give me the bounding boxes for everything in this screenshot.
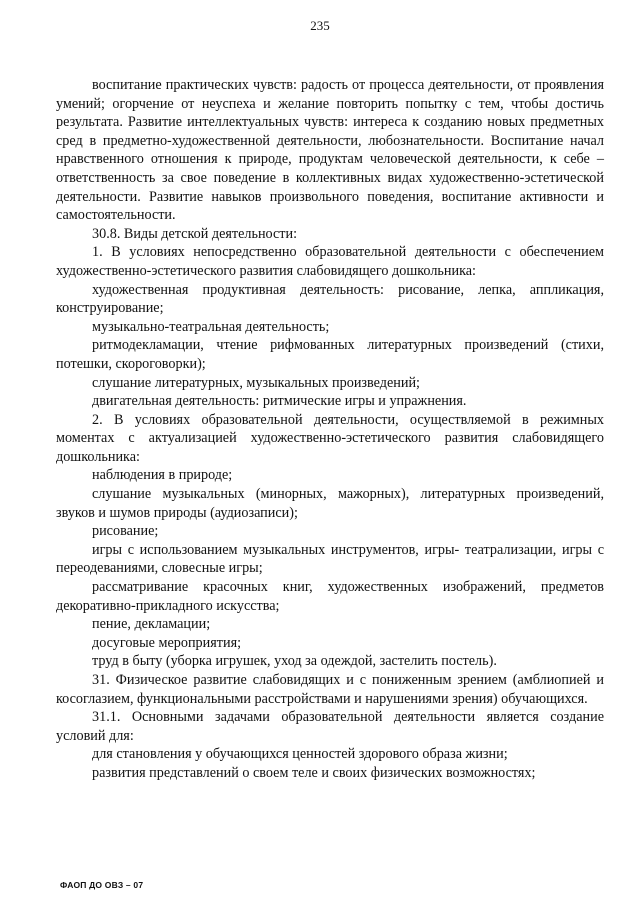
- paragraph: слушание литературных, музыкальных произведений;: [92, 374, 420, 391]
- paragraph: ритмодекламации, чтение рифмованных литературных произведений (стихи, потешки, скороговорки);: [56, 337, 604, 372]
- paragraph: рассматривание красочных книг, художественных изображений, предметов декоративно-прикладного искусства;: [56, 579, 604, 614]
- paragraph: для становления у обучающихся ценностей здорового образа жизни;: [92, 746, 508, 763]
- paragraph: наблюдения в природе;: [92, 467, 233, 484]
- paragraph: труд в быту (уборка игрушек, уход за одеждой, застелить постель).: [92, 653, 497, 670]
- paragraph: развития представлений о своем теле и своих физических возможностях;: [92, 764, 536, 781]
- paragraph: музыкально-театральная деятельность;: [92, 318, 330, 335]
- paragraph: рисование;: [92, 523, 159, 540]
- paragraph: 2. В условиях образовательной деятельности, осуществляемой в режимных моментах с актуализацией художественно-эстетического развития слабовидящего дошкольника:: [56, 411, 604, 465]
- paragraph: двигательная деятельность: ритмические игры и упражнения.: [92, 393, 467, 410]
- paragraph: воспитание практических чувств: радость от процесса деятельности, от проявления умений; огорчение от неуспеха и желание повторить попытку с тем, чтобы достичь результата. Развитие интеллектуальных чувств: интереса к созданию новых предметных сред в предметно-художественной деятельности, любознательности. Воспитание начал нравственного отношения к природе, продуктам человеческой деятельности, к себе – ответственность за свое поведение в коллективных видах художественно-эстетической деятельности. Развитие навыков произвольного поведения, воспитание активности и самостоятельности.: [56, 77, 604, 224]
- footer-doc-code: ФАОП ДО ОВЗ – 07: [60, 880, 144, 890]
- paragraph: художественная продуктивная деятельность: рисование, лепка, аппликация, конструирование;: [56, 281, 604, 317]
- paragraph: досуговые мероприятия;: [92, 634, 242, 651]
- paragraph: 30.8. Виды детской деятельности:: [92, 225, 298, 242]
- page-number: 235: [310, 18, 330, 33]
- document-body: [56, 76, 604, 783]
- paragraph: 1. В условиях непосредственно образовательной деятельности с обеспечением художественно-эстетического развития слабовидящего дошкольника:: [56, 244, 604, 279]
- paragraph: пение, декламации;: [92, 616, 211, 633]
- paragraph: 31. Физическое развитие слабовидящих и с пониженным зрением (амблиопией и косоглазием, функциональными расстройствами и нарушениями зрения) обучающихся.: [56, 672, 604, 707]
- paragraph: 31.1. Основными задачами образовательной деятельности является создание условий для:: [56, 709, 604, 744]
- paragraph: игры с использованием музыкальных инструментов, игры- театрализации, игры с переодеваниями, словесные игры;: [56, 541, 604, 577]
- paragraph: слушание музыкальных (минорных, мажорных), литературных произведений, звуков и шумов природы (аудиозаписи);: [56, 486, 604, 521]
